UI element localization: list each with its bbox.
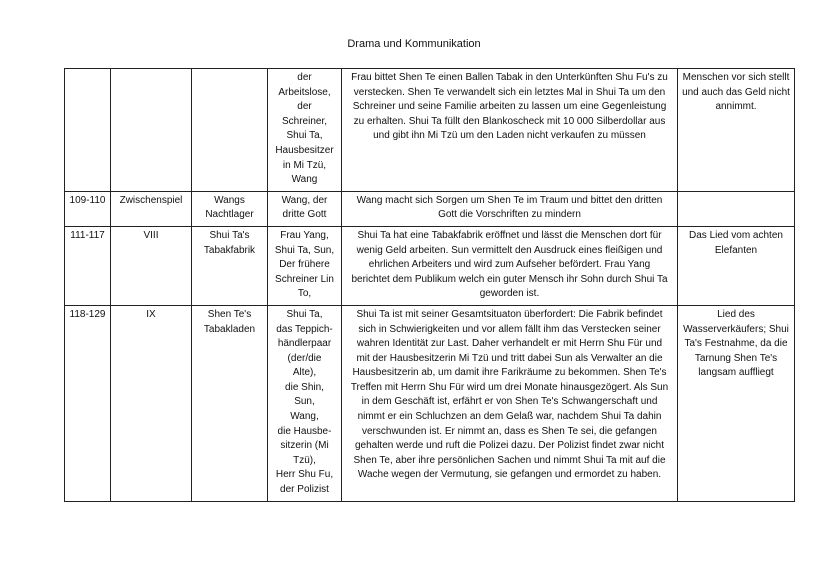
character-line: sitzerin (Mi [280, 440, 329, 452]
cell-pages: 118-129 [65, 305, 111, 501]
cell-notes [678, 191, 795, 226]
table-row [65, 191, 795, 226]
character-line: Schreiner Lin [275, 273, 334, 285]
character-line: (der/die [287, 352, 322, 364]
cell-scene: Zwischenspiel [111, 191, 192, 226]
cell-location: Shui Ta's Tabakfabrik [192, 226, 268, 305]
character-line: Shui Ta, Sun, [274, 244, 335, 256]
cell-notes: Das Lied vom achten Elefanten [678, 226, 795, 305]
character-line: in Mi Tzü, [282, 159, 327, 171]
cell-scene [111, 69, 192, 192]
character-line: Herr Shu Fu, [275, 469, 334, 481]
character-line: die Hausbe- [277, 425, 332, 437]
character-line: Alte), [292, 367, 317, 379]
cell-content: Wang macht sich Sorgen um Shen Te im Traum und bittet den dritten Gott die Vorschriften zu mindern [342, 191, 678, 226]
cell-notes: Lied des Wasserverkäufers; Shui Ta's Festnahme, da die Tarnung Shen Te's langsam auffliegt [678, 305, 795, 501]
character-line: Hausbesitzer [275, 144, 334, 156]
character-line: der [297, 101, 312, 113]
cell-location [192, 69, 268, 192]
character-line: Frau Yang, [280, 229, 329, 241]
cell-pages: 109-110 [65, 191, 111, 226]
character-line: Wang [291, 174, 318, 186]
cell-content: Shui Ta ist mit seiner Gesamtsituaton überfordert: Die Fabrik befindet sich in Schwierigkeiten und vor allem fällt ihm das Verstecken seiner wahren Identität zur Last. Daher verhandelt er mit Herrn Shu Für und mit der Hausbesitzerin Mi Tzü und tritt dabei Sun als Verwalter an die Hausbesitzerin ab, um damit ihre Farikräume zu bekommen. Shen Te's Treffen mit Herrn Shu Für wird um drei Monate hinausgezögert. Als Sun in dem Geschäft ist, erfährt er von Shen Te's Schwangerschaft und nimmt er ein Schluchzen an dem Gelaß war, nachdem Shui Ta dahin verschwunden ist. Er nimmt an, dass es Shen Te sei, die gefangen gehalten werde und ruft die Polizei dazu. Der Polizist findet zwar nicht Shen Te, aber ihre persönlichen Sachen und nimmt Shui Ta mit auf die Wache wegen der Vermutung, sie gefangen und ermordet zu haben. [342, 305, 678, 501]
character-line: das Teppich- [276, 323, 333, 335]
character-line: Schreiner, [281, 115, 328, 127]
cell-notes: Menschen vor sich stellt und auch das Geld nicht annimmt. [678, 69, 795, 192]
cell-location: Wangs Nachtlager [192, 191, 268, 226]
cell-pages: 111-117 [65, 226, 111, 305]
character-line: Wang, der [281, 194, 328, 206]
page-title: Drama und Kommunikation [347, 38, 481, 50]
character-line: Der frühere [279, 259, 330, 271]
character-line: Arbeitslose, [278, 86, 331, 98]
table-row [65, 69, 795, 192]
cell-characters [268, 305, 342, 501]
character-line: Sun, [294, 396, 315, 408]
character-line: die Shin, [285, 381, 324, 393]
cell-characters [268, 226, 342, 305]
cell-content: Frau bittet Shen Te einen Ballen Tabak in den Unterkünften Shu Fu's zu verstecken. Shen Te verwandelt sich ein letztes Mal in Shui Ta um den Schreiner und seine Familie arbeiten zu lassen um eine Gegenleistung zu erhalten. Shui Ta füllt den Blankoscheck mit 10 000 Silberdollar aus und gibt ihn Mi Tzü um den Laden nicht verkaufen zu müssen [342, 69, 678, 192]
character-line: Tzü), [293, 454, 316, 466]
cell-scene: IX [111, 305, 192, 501]
cell-characters [268, 191, 342, 226]
character-line: der Polizist [280, 484, 329, 496]
cell-location: Shen Te's Tabakladen [192, 305, 268, 501]
cell-characters [268, 69, 342, 192]
character-line: Wang, [290, 411, 319, 423]
character-line: To, [297, 288, 312, 300]
cell-content: Shui Ta hat eine Tabakfabrik eröffnet und lässt die Menschen dort für wenig Geld arbeiten. Sun vermittelt den Ausdruck eines fleißigen und ehrlichen Arbeiters und wird zum Aufseher befördert. Frau Yang berichtet dem Publikum welch ein guter Mensch ihr Sohn durch Shui Ta geworden ist. [342, 226, 678, 305]
character-line: Shui Ta, [286, 308, 323, 320]
cell-pages [65, 69, 111, 192]
table-row [65, 305, 795, 501]
cell-scene: VIII [111, 226, 192, 305]
scene-overview-table [64, 68, 795, 502]
character-line: dritte Gott [282, 209, 327, 221]
character-line: der [297, 72, 312, 83]
table-row [65, 226, 795, 305]
character-line: händlerpaar [277, 338, 332, 350]
character-line: Shui Ta, [286, 130, 323, 142]
